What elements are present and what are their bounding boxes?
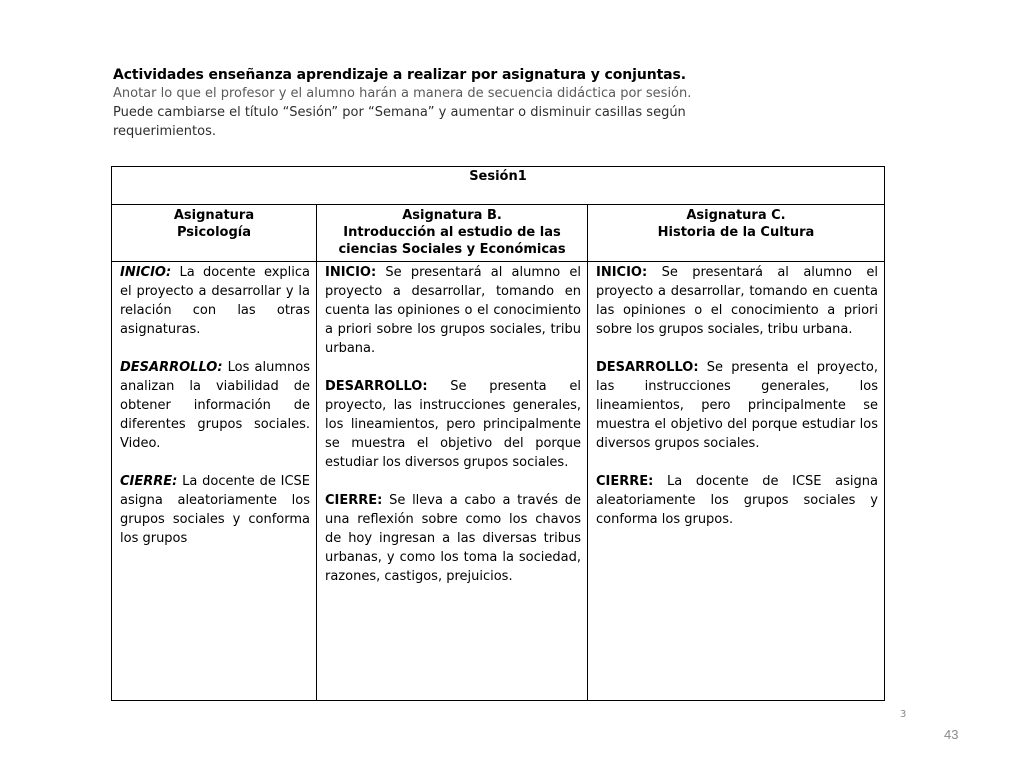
subject-column-historia-cultura [588,205,884,700]
cierre-label: CIERRE: [596,474,654,489]
heading-note-line-2: Puede cambiarse el título “Sesión” por “Semana” y aumentar o disminuir casillas según [113,105,686,120]
inicio-paragraph [325,263,581,358]
document-heading [113,66,893,141]
subject-header [588,205,884,262]
subject-column-ciencias-sociales [317,205,588,700]
cierre-text: Se lleva a cabo a través de una reflexión sobre como los chavos de hoy ingresan a las diversas tribus urbanas, y como los toma la sociedad, razones, castigos, prejuicios. [325,493,581,584]
cierre-paragraph [120,472,310,548]
subject-header-line: Introducción al estudio de las [343,225,561,240]
subject-header-line: Historia de la Cultura [657,225,815,240]
session-title: Sesión1 [112,167,884,205]
inicio-text: La docente explica el proyecto a desarrollar y la relación con las otras asignaturas. [120,265,310,337]
inicio-label: INICIO: [120,265,172,280]
subject-header-line: Asignatura C. [686,208,786,223]
heading-note-line-1: Anotar lo que el profesor y el alumno harán a manera de secuencia didáctica por sesión. [113,86,692,101]
page-number: 43 [944,727,959,742]
subject-header-line: ciencias Sociales y Económicas [338,242,566,257]
cierre-label: CIERRE: [120,474,178,489]
cierre-label: CIERRE: [325,493,383,508]
cierre-text: La docente de ICSE asigna aleatoriamente los grupos sociales y conforma los grupos. [596,474,878,527]
desarrollo-label: DESARROLLO: [325,379,428,394]
cierre-paragraph [596,472,878,529]
subject-header-line: Asignatura B. [402,208,502,223]
heading-title: Actividades enseñanza aprendizaje a realizar por asignatura y conjuntas. [113,67,686,83]
subject-columns [112,205,884,700]
heading-note-line-3: requerimientos. [113,124,216,139]
slide-number: 3 [900,709,907,720]
desarrollo-text: Se presenta el proyecto, las instrucciones generales, los lineamientos, pero principalmente se muestra el objetivo del porque estudiar los diversos grupos sociales. [325,379,581,470]
subject-header [317,205,587,262]
activities-table [111,166,885,701]
desarrollo-text: Los alumnos analizan la viabilidad de obtener información de diferentes grupos sociales. Video. [120,360,310,451]
inicio-label: INICIO: [325,265,377,280]
desarrollo-label: DESARROLLO: [596,360,699,375]
desarrollo-label: DESARROLLO: [120,360,223,375]
inicio-label: INICIO: [596,265,648,280]
subject-column-psicologia [112,205,317,700]
subject-header-line: Asignatura [173,208,255,223]
cierre-paragraph [325,491,581,586]
desarrollo-paragraph [325,377,581,472]
subject-header [112,205,316,262]
desarrollo-paragraph [120,358,310,453]
subject-header-line: Psicología [176,225,252,240]
subject-activities [112,262,316,567]
inicio-paragraph [120,263,310,339]
inicio-text: Se presentará al alumno el proyecto a desarrollar, tomando en cuenta las opiniones o el conocimiento a priori sobre los grupos sociales, tribu urbana. [325,265,581,356]
cierre-text: La docente de ICSE asigna aleatoriamente los grupos sociales y conforma los grupos [120,474,310,546]
desarrollo-text: Se presenta el proyecto, las instrucciones generales, los lineamientos, pero principalmente se muestra el objetivo del porque estudiar los diversos grupos sociales. [596,360,878,451]
desarrollo-paragraph [596,358,878,453]
inicio-paragraph [596,263,878,339]
inicio-text: Se presentará al alumno el proyecto a desarrollar, tomando en cuenta las opiniones o el conocimiento a priori sobre los grupos sociales, tribu urbana. [596,265,878,337]
subject-activities [588,262,884,548]
subject-activities [317,262,587,605]
